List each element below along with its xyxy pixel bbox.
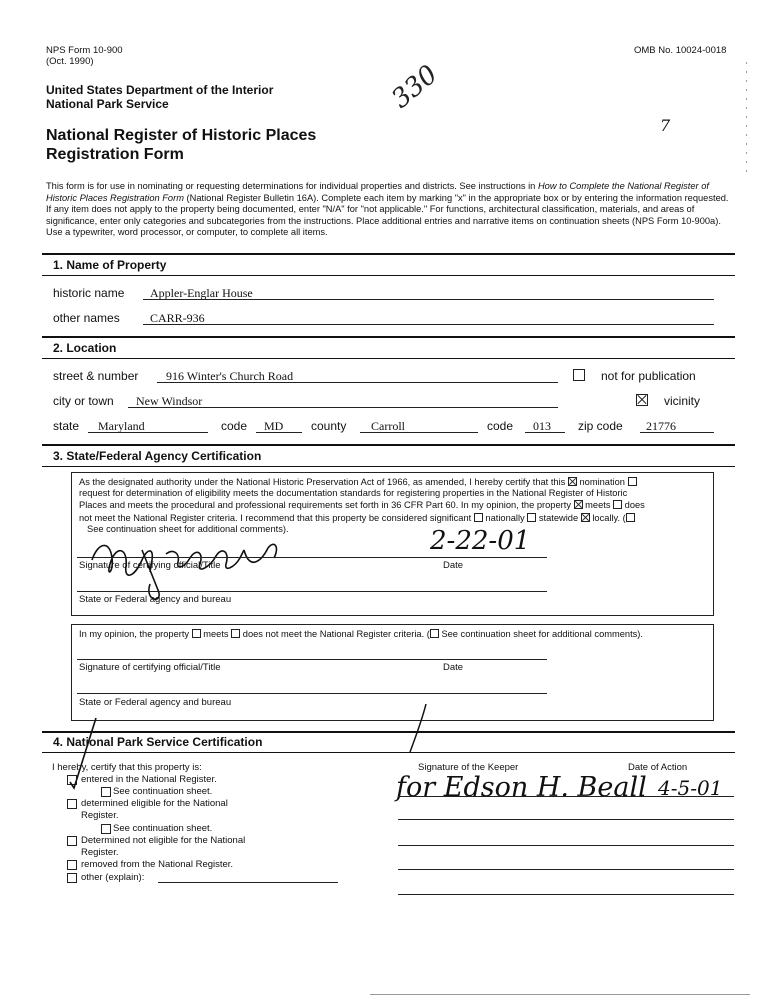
divider <box>42 358 735 359</box>
section1-heading: 1. Name of Property <box>53 258 167 272</box>
keeper-line-3 <box>398 845 734 846</box>
keeper-line-4 <box>398 869 734 870</box>
does-not-meet-checkbox[interactable] <box>613 500 622 509</box>
other-label: other (explain): <box>81 872 145 883</box>
instructions: This form is for use in nominating or requesting determinations for individual properties and districts. See instructions in How to Complete the National Register of Historic Places Registration Form (National Register Bulletin 16A). Complete each item by marking "x" in the appropriate box or by entering the information requested. If any item does not apply to the property being documented, enter "N/A" for "not applicable." For functions, architectural classification, materials, and areas of significance, enter only categories and subcategories from the instructions. Place additional entries and narrative items on continuation sheets (NPS Form 10-900a). Use a typewriter, word processor, or computer, to complete all items. <box>46 181 729 238</box>
keeper-line-2 <box>398 819 734 820</box>
divider <box>42 731 735 733</box>
handwritten-number: 7 <box>660 116 671 135</box>
see-cont1-label: See continuation sheet. <box>113 786 213 797</box>
opinion-text: In my opinion, the property meets does not meet the National Register criteria. ( See continuation sheet for additional comments). <box>79 629 643 639</box>
not-eligible-label: Determined not eligible for the National Register. <box>81 835 246 858</box>
removed-label: removed from the National Register. <box>81 859 234 870</box>
entered-label: entered in the National Register. <box>81 774 217 785</box>
street-label: street & number <box>53 369 139 383</box>
city-line <box>128 407 558 408</box>
opinion-continuation-checkbox[interactable] <box>430 629 439 638</box>
action-date-value: 4-5-01 <box>658 776 723 800</box>
agency-label: State or Federal agency and bureau <box>79 594 232 605</box>
certification-date-value: 2-22-01 <box>430 526 531 556</box>
state-code-line <box>256 432 302 433</box>
not-for-publication-checkbox[interactable] <box>573 369 585 381</box>
agency-line <box>77 591 547 592</box>
section4-heading: 4. National Park Service Certification <box>53 735 263 749</box>
meets-checkbox[interactable] <box>574 500 583 509</box>
form-date: (Oct. 1990) <box>46 56 94 67</box>
county-label: county <box>311 419 347 433</box>
removed-checkbox[interactable] <box>67 860 77 870</box>
agency2-label: State or Federal agency and bureau <box>79 697 232 708</box>
agency2-line <box>77 693 547 694</box>
certification-text: As the designated authority under the National Historic Preservation Act of 1966, as amended, I hereby certify that this nomination request for determination of eligibility meets the documentation standards for registering properties in the National Register of Historic Places and meets the procedural and professional requirements set forth in 36 CFR Part 60. In my opinion, the property meets does not meet the National Register criteria. I recommend that this property be considered significant nationally statewide locally. ( See continuation sheet for additional comments). <box>79 477 645 534</box>
county-code-line <box>525 432 565 433</box>
county-code-label: code <box>487 419 514 433</box>
omb-number: OMB No. 10024-0018 <box>634 45 727 56</box>
request-checkbox[interactable] <box>628 477 637 486</box>
vicinity-label: vicinity <box>664 394 701 408</box>
keeper-pen-stroke <box>400 700 440 770</box>
other-names-value[interactable]: CARR-936 <box>150 311 205 325</box>
zip-value[interactable]: 21776 <box>646 419 676 433</box>
zip-line <box>640 432 714 433</box>
agency-name: National Park Service <box>46 97 169 111</box>
divider <box>42 253 735 255</box>
historic-name-value[interactable]: Appler-Englar House <box>150 286 253 300</box>
keeper-line-5 <box>398 894 734 895</box>
signature-line <box>77 557 547 558</box>
divider <box>42 336 735 338</box>
statewide-checkbox[interactable] <box>527 513 536 522</box>
signature2-label: Signature of certifying official/Title <box>79 662 221 673</box>
street-line <box>157 382 558 383</box>
action-date-label: Date of Action <box>628 762 688 773</box>
not-eligible-checkbox[interactable] <box>67 836 77 846</box>
county-code-value[interactable]: 013 <box>533 419 551 433</box>
eligible-label: determined eligible for the National Register. <box>81 798 228 821</box>
divider <box>42 444 735 446</box>
city-label: city or town <box>53 394 114 408</box>
historic-name-line <box>143 299 714 300</box>
state-value[interactable]: Maryland <box>98 419 145 433</box>
signature2-line <box>77 659 547 660</box>
other-explain-line <box>158 882 338 883</box>
department-name: United States Department of the Interior <box>46 83 274 97</box>
opinion-meets-checkbox[interactable] <box>192 629 201 638</box>
date2-label: Date <box>443 662 464 673</box>
scan-edge <box>370 994 750 995</box>
not-for-publication-label: not for publication <box>601 369 696 383</box>
city-value[interactable]: New Windsor <box>136 394 203 408</box>
state-label: state <box>53 419 80 433</box>
vicinity-checkbox[interactable] <box>636 394 648 406</box>
street-value[interactable]: 916 Winter's Church Road <box>166 369 294 383</box>
county-line <box>360 432 478 433</box>
keeper-intro: I hereby, certify that this property is: <box>52 762 202 773</box>
divider <box>42 752 735 753</box>
scan-edge-marks <box>746 62 747 172</box>
nationally-checkbox[interactable] <box>474 513 483 522</box>
historic-name-label: historic name <box>53 286 125 300</box>
zip-label: zip code <box>578 419 623 433</box>
divider <box>42 466 735 467</box>
signature-label: Signature of certifying official/Title <box>79 560 221 571</box>
other-checkbox[interactable] <box>67 873 77 883</box>
form-subtitle: Registration Form <box>46 146 184 163</box>
form-number: NPS Form 10-900 <box>46 45 123 56</box>
state-code-label: code <box>221 419 248 433</box>
section2-heading: 2. Location <box>53 341 117 355</box>
locally-checkbox[interactable] <box>581 513 590 522</box>
nomination-checkbox[interactable] <box>568 477 577 486</box>
other-names-label: other names <box>53 311 120 325</box>
eligible-checkbox[interactable] <box>67 799 77 809</box>
keeper-signature: for Edson H. Beall <box>396 772 647 803</box>
entered-check-mark <box>56 712 106 792</box>
state-code-value[interactable]: MD <box>264 419 284 433</box>
keeper-line-1 <box>398 796 734 797</box>
handwritten-reference: 330 <box>386 59 444 115</box>
continuation-checkbox[interactable] <box>626 513 635 522</box>
state-line <box>88 432 208 433</box>
opinion-not-meet-checkbox[interactable] <box>231 629 240 638</box>
other-names-line <box>143 324 714 325</box>
form-title: National Register of Historic Places <box>46 127 317 144</box>
keeper-label: Signature of the Keeper <box>418 762 519 773</box>
date-label: Date <box>443 560 464 571</box>
section3-heading: 3. State/Federal Agency Certification <box>53 449 262 463</box>
divider <box>42 275 735 276</box>
see-cont2-label: See continuation sheet. <box>113 823 213 834</box>
county-value[interactable]: Carroll <box>371 419 405 433</box>
see-cont2-checkbox[interactable] <box>101 824 111 834</box>
